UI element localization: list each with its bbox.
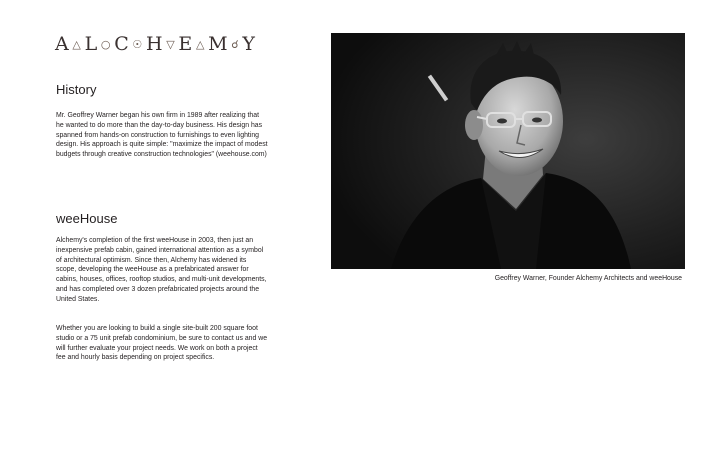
alchemy-symbol-icon: ☉ <box>132 37 143 51</box>
logo-letter: H <box>145 33 163 55</box>
photo-caption: Geoffrey Warner, Founder Alchemy Architects and weeHouse <box>494 275 682 282</box>
logo-letter: Y <box>242 33 255 55</box>
alchemy-symbol-icon: △ <box>72 37 81 51</box>
history-paragraph: Mr. Geoffrey Warner began his own firm in 1989 after realizing that he wanted to do more than the day-to-day business. His design has spanned from hands-on construction to furnishings to even lighting design. His approach is quite simple: "maximize the impact of modest budgets through creative construction technologies" (weehouse.com) <box>56 112 268 159</box>
logo-letter: L <box>84 33 98 55</box>
weehouse-paragraph-1: Alchemy's completion of the first weeHouse in 2003, then just an inexpensive prefab cabin, gained international attention as a symbol of architectural optimism. Since then, Alchemy has widened its scope, developing the weeHouse as a prefabricated answer for cabins, houses, offices, rooftop studios, and multi-unit developments, and has completed over 3 dozen prefabricated projects around the United States. <box>56 237 267 303</box>
history-heading: History <box>56 82 97 97</box>
founder-portrait-photo <box>331 33 685 269</box>
alchemy-symbol-icon: ▽ <box>166 37 175 51</box>
alchemy-logo <box>55 30 255 58</box>
logo-letter: C <box>114 33 129 55</box>
logo-letter: E <box>178 33 193 55</box>
alchemy-symbol-icon: ☌ <box>231 37 239 51</box>
alchemy-symbol-icon: ○ <box>100 37 111 51</box>
weehouse-heading: weeHouse <box>56 211 118 226</box>
weehouse-paragraph-2: Whether you are looking to build a single site-built 200 square foot studio or a 75 unit prefab condominium, be sure to contact us and we will further evaluate your project needs. We work on both a project fee and hourly basis depending on project specifics. <box>56 325 268 362</box>
alchemy-symbol-icon: △ <box>195 37 205 51</box>
logo-letter: M <box>208 33 228 55</box>
portrait-illustration <box>331 33 685 269</box>
logo-letter: A <box>55 33 69 55</box>
